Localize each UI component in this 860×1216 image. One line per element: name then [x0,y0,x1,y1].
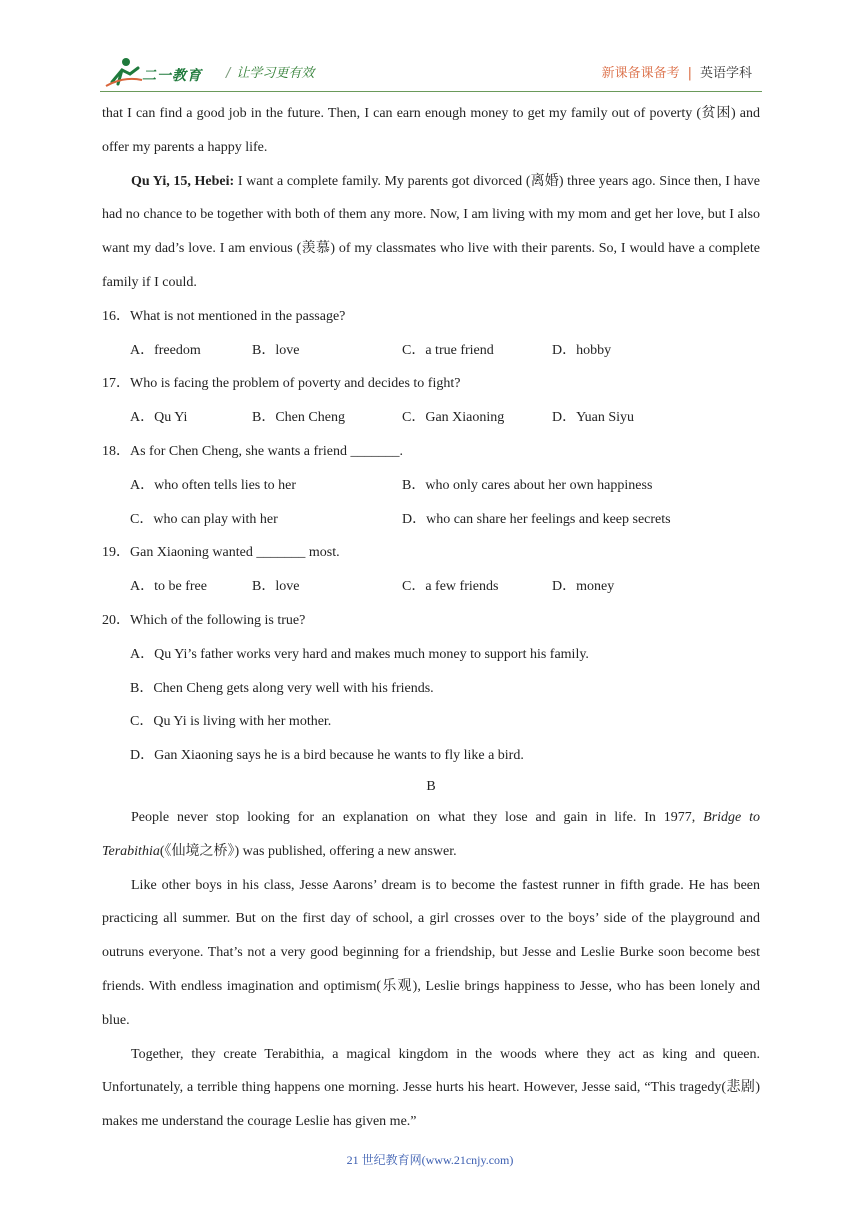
logo [104,56,216,88]
text-segment: People never stop looking for an explanation on what they lose and gain in life. In 1977, [131,809,704,825]
options-18-row2 [102,503,760,537]
question-19: 19．Gan Xiaoning wanted _______ most. [102,545,340,561]
option-a: A．freedom [130,342,201,358]
paragraph-b1 [102,801,760,869]
options-17 [102,401,760,435]
option-c: C．Qu Yi is living with her mother. [130,714,332,730]
speaker-text: I want a complete family. My parents got divorced (离婚) three years ago. Since then, I have had no chance to be together with both of them any more. Now, I am living with my mom and get her love, but I also want my dad’s love. I am envious (羡慕) of my classmates who live with their parents. So, I would have a complete family if I could. [102,173,760,290]
header-subject [602,62,752,81]
option-c: C．a few friends [402,579,499,595]
option-a: A．who often tells lies to her [130,477,297,493]
option-d: D．Gan Xiaoning says he is a bird because he wants to fly like a bird. [130,748,524,764]
header-course: 新课备课备考 [601,66,680,81]
option-d: D．money [552,579,615,595]
option-d: D．Yuan Siyu [552,410,635,426]
options-16 [102,334,760,368]
slogan: / 让学习更有效 [226,66,315,81]
paragraph-b2: Like other boys in his class, Jesse Aarons’ dream is to become the fastest runner in fifth grade. He has been practicing all summer. But on the first day of school, a girl crosses over to the boys’ side of the playground and outruns everyone. That’s not a very good beginning for a friendship, but Jesse and Leslie Burke soon become best friends. With endless imagination and optimism(乐观), Leslie brings happiness to Jesse, who has been lonely and blue. [102,877,760,1028]
header-divider [100,91,762,92]
paragraph-qu-yi [102,165,760,300]
option-b: B．love [252,579,300,595]
option-d: D．hobby [552,342,612,358]
paragraph-continued: that I can find a good job in the future. Then, I can earn enough money to get my family out of poverty (贫困) and offer my parents a happy life. [102,106,760,155]
document-body [102,97,760,1139]
logo-text: 二一教育 [142,68,202,84]
option-c: C．Gan Xiaoning [402,410,505,426]
speaker-name: Qu Yi, 15, Hebei: [131,173,235,189]
option-a: A．Qu Yi [130,410,188,426]
option-b: B．Chen Cheng [252,410,345,426]
option-a: A．to be free [130,579,207,595]
header-separator: | [687,66,692,81]
page-footer: 21 世纪教育网(www.21cnjy.com) [346,1153,514,1167]
slogan-text: 让学习更有效 [236,66,315,81]
question-17: 17．Who is facing the problem of poverty and decides to fight? [102,376,461,392]
question-20: 20．Which of the following is true? [102,612,306,628]
question-16: 16．What is not mentioned in the passage? [102,308,346,324]
option-d: D．who can share her feelings and keep secrets [402,511,671,527]
section-title: B [426,778,436,794]
question-18: 18．As for Chen Cheng, she wants a friend _______. [102,443,403,459]
runner-icon [104,56,144,88]
option-b: B．who only cares about her own happiness [402,477,653,493]
option-c: C．a true friend [402,342,494,358]
option-b: B．Chen Cheng gets along very well with his friends. [130,680,434,696]
option-a: A．Qu Yi’s father works very hard and makes much money to support his family. [130,646,589,662]
paragraph-b3: Together, they create Terabithia, a magical kingdom in the woods where they act as king and queen. Unfortunately, a terrible thing happens one morning. Jesse hurts his heart. However, Jesse said, “This tragedy(悲剧) makes me understand the courage Leslie has given me.” [102,1046,760,1130]
header-subject-name: 英语学科 [699,66,752,81]
options-19 [102,570,760,604]
option-c: C．who can play with her [130,511,278,527]
option-b: B．love [252,342,300,358]
options-18-row1 [102,469,760,503]
book-title: Bridge to Terabithia [102,809,760,859]
text-segment: (《仙境之桥》) was published, offering a new answer. [159,843,457,859]
page-header [100,52,760,92]
